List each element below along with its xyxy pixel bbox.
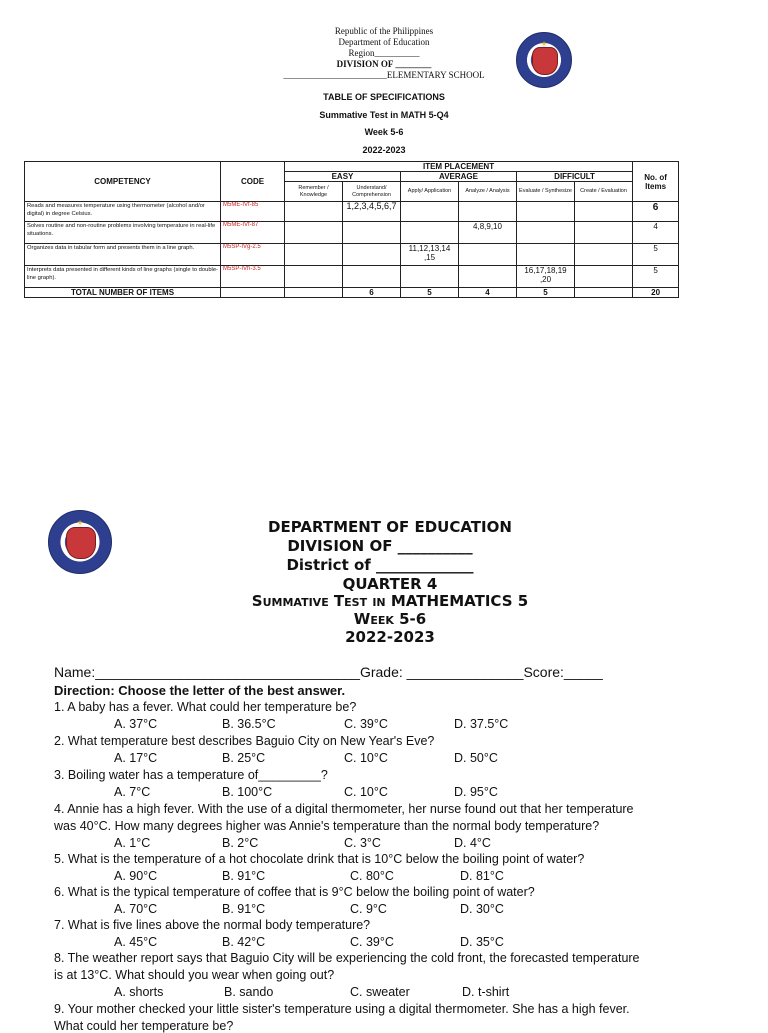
option-b: B. sando — [224, 985, 274, 999]
option-b: B. 42°C — [222, 935, 266, 949]
option-b: B. 25°C — [222, 751, 266, 765]
direction-text: Direction: Choose the letter of the best answer. — [54, 683, 346, 698]
code-cell: M5SP-IVh-3.5 — [221, 266, 285, 288]
option-b: B. 91°C — [222, 869, 266, 883]
deped-seal-icon: ★ — [48, 510, 112, 574]
understand-cell — [343, 244, 401, 266]
understand-cell: 1,2,3,4,5,6,7 — [343, 202, 401, 222]
evaluate-cell: 16,17,18,19 ,20 — [517, 266, 575, 288]
tos-week: Week 5-6 — [364, 127, 404, 137]
code-cell: M5SP-IVg-2.5 — [221, 244, 285, 266]
deped-seal-icon: ★ — [516, 32, 572, 88]
analyze-cell — [459, 266, 517, 288]
header-competency: COMPETENCY — [25, 162, 221, 202]
option-d: D. 81°C — [460, 869, 504, 883]
total-analyze: 4 — [459, 288, 517, 298]
competency-cell: Solves routine and non-routine problems involving temperature in real-life situations. — [25, 222, 221, 244]
question-9: 9. Your mother checked your little sister's temperature using a digital thermometer. She has a high fever. — [54, 1002, 630, 1016]
option-c: C. sweater — [350, 985, 410, 999]
option-d: D. t-shirt — [462, 985, 510, 999]
apply-cell — [401, 222, 459, 244]
option-a: A. shorts — [114, 985, 164, 999]
question-2: 2. What temperature best describes Baguio City on New Year's Eve? — [54, 734, 435, 748]
total-understand: 6 — [343, 288, 401, 298]
tos-year: 2022-2023 — [362, 145, 406, 155]
header-remember: Remember / Knowledge — [285, 182, 343, 202]
option-a: A. 70°C — [114, 902, 158, 916]
option-c: C. 10°C — [344, 751, 388, 765]
analyze-cell: 4,8,9,10 — [459, 222, 517, 244]
school-header — [240, 26, 528, 81]
option-d: D. 50°C — [454, 751, 498, 765]
header-analyze: Analyze / Analysis — [459, 182, 517, 202]
no-items-cell: 6 — [633, 202, 679, 222]
dept-title: DEPARTMENT OF EDUCATION — [268, 518, 512, 536]
competency-cell: Organizes data in tabular form and presents them in a line graph. — [25, 244, 221, 266]
tos-title: TABLE OF SPECIFICATIONS — [323, 92, 445, 102]
department-line: Department of Education — [338, 37, 430, 47]
option-d: D. 30°C — [460, 902, 504, 916]
header-no-items: No. of Items — [633, 162, 679, 202]
total-apply: 5 — [401, 288, 459, 298]
test-title: Summative Test in MATHEMATICS 5 — [251, 592, 529, 610]
no-items-cell: 4 — [633, 222, 679, 244]
option-c: C. 80°C — [350, 869, 394, 883]
header-create: Create / Evaluation — [575, 182, 633, 202]
option-d: D. 95°C — [454, 785, 498, 799]
option-a: A. 1°C — [114, 836, 151, 850]
header-average: AVERAGE — [401, 172, 517, 182]
question-7: 7. What is five lines above the normal body temperature? — [54, 918, 371, 932]
no-items-cell: 5 — [633, 244, 679, 266]
header-evaluate: Evaluate / Synthesize — [517, 182, 575, 202]
header-item-placement: ITEM PLACEMENT — [285, 162, 633, 172]
option-a: A. 45°C — [114, 935, 158, 949]
tos-subtitle: Summative Test in MATH 5-Q4 — [319, 110, 449, 120]
analyze-cell — [459, 202, 517, 222]
option-b: B. 2°C — [222, 836, 259, 850]
table-row — [25, 202, 679, 222]
region-line: Region__________ — [348, 48, 420, 58]
option-c: C. 39°C — [344, 717, 388, 731]
division-title: DIVISION OF __________ — [287, 537, 473, 555]
option-a: A. 37°C — [114, 717, 158, 731]
apply-cell: 11,12,13,14 ,15 — [401, 244, 459, 266]
test-year: 2022-2023 — [345, 628, 435, 646]
table-row — [25, 244, 679, 266]
option-c: C. 39°C — [350, 935, 394, 949]
option-d: D. 37.5°C — [454, 717, 509, 731]
table-row — [25, 222, 679, 244]
analyze-cell — [459, 244, 517, 266]
question-1: 1. A baby has a fever. What could her temperature be? — [54, 700, 357, 714]
option-c: C. 10°C — [344, 785, 388, 799]
code-cell: M5ME-IVf-87 — [221, 222, 285, 244]
option-b: B. 91°C — [222, 902, 266, 916]
competency-cell: Interprets data presented in different kinds of line graphs (single to double-line graph). — [25, 266, 221, 288]
question-6: 6. What is the typical temperature of coffee that is 9°C below the boiling point of water? — [54, 885, 535, 899]
question-4: 4. Annie has a high fever. With the use of a digital thermometer, her nurse found out that her temperature — [54, 802, 634, 816]
code-cell: M5ME-IVf-85 — [221, 202, 285, 222]
name-grade-score-line: Name:__________________________________Grade: _______________Score:_____ — [54, 664, 603, 680]
table-of-specifications — [24, 161, 679, 298]
school-line: _______________________ELEMENTARY SCHOOL — [283, 70, 485, 80]
apply-cell — [401, 266, 459, 288]
division-line: DIVISION OF ________ — [336, 59, 432, 69]
option-d: D. 35°C — [460, 935, 504, 949]
no-items-cell: 5 — [633, 266, 679, 288]
total-no-items: 20 — [633, 288, 679, 298]
header-difficult: DIFFICULT — [517, 172, 633, 182]
question-3: 3. Boiling water has a temperature of_________? — [54, 768, 328, 782]
option-b: B. 100°C — [222, 785, 273, 799]
evaluate-cell — [517, 222, 575, 244]
header-understand: Understand/ Comprehension — [343, 182, 401, 202]
question-9-cont: What could her temperature be? — [54, 1019, 234, 1033]
competency-cell: Reads and measures temperature using thermometer (alcohol and/or digital) in degree Celsius. — [25, 202, 221, 222]
understand-cell — [343, 266, 401, 288]
district-title: District of _____________ — [286, 556, 474, 574]
header-apply: Apply/ Application — [401, 182, 459, 202]
question-8: 8. The weather report says that Baguio City will be experiencing the cold front, the forecasted temperature — [54, 951, 640, 965]
header-code: CODE — [221, 162, 285, 202]
option-c: C. 3°C — [344, 836, 381, 850]
evaluate-cell — [517, 202, 575, 222]
total-evaluate: 5 — [517, 288, 575, 298]
header-easy: EASY — [285, 172, 401, 182]
question-5: 5. What is the temperature of a hot chocolate drink that is 10°C below the boiling point of water? — [54, 852, 585, 866]
total-label: TOTAL NUMBER OF ITEMS — [25, 288, 221, 298]
option-a: A. 17°C — [114, 751, 158, 765]
option-a: A. 7°C — [114, 785, 151, 799]
option-d: D. 4°C — [454, 836, 491, 850]
quarter-title: QUARTER 4 — [342, 575, 438, 593]
evaluate-cell — [517, 244, 575, 266]
option-a: A. 90°C — [114, 869, 158, 883]
option-b: B. 36.5°C — [222, 717, 276, 731]
option-c: C. 9°C — [350, 902, 387, 916]
question-4-cont: was 40°C. How many degrees higher was Annie's temperature than the normal body temperature? — [54, 819, 600, 833]
test-week: Week 5-6 — [353, 610, 427, 628]
understand-cell — [343, 222, 401, 244]
republic-line: Republic of the Philippines — [334, 26, 434, 36]
table-row — [25, 266, 679, 288]
total-row — [25, 288, 679, 298]
apply-cell — [401, 202, 459, 222]
question-8-cont: is at 13°C. What should you wear when going out? — [54, 968, 335, 982]
